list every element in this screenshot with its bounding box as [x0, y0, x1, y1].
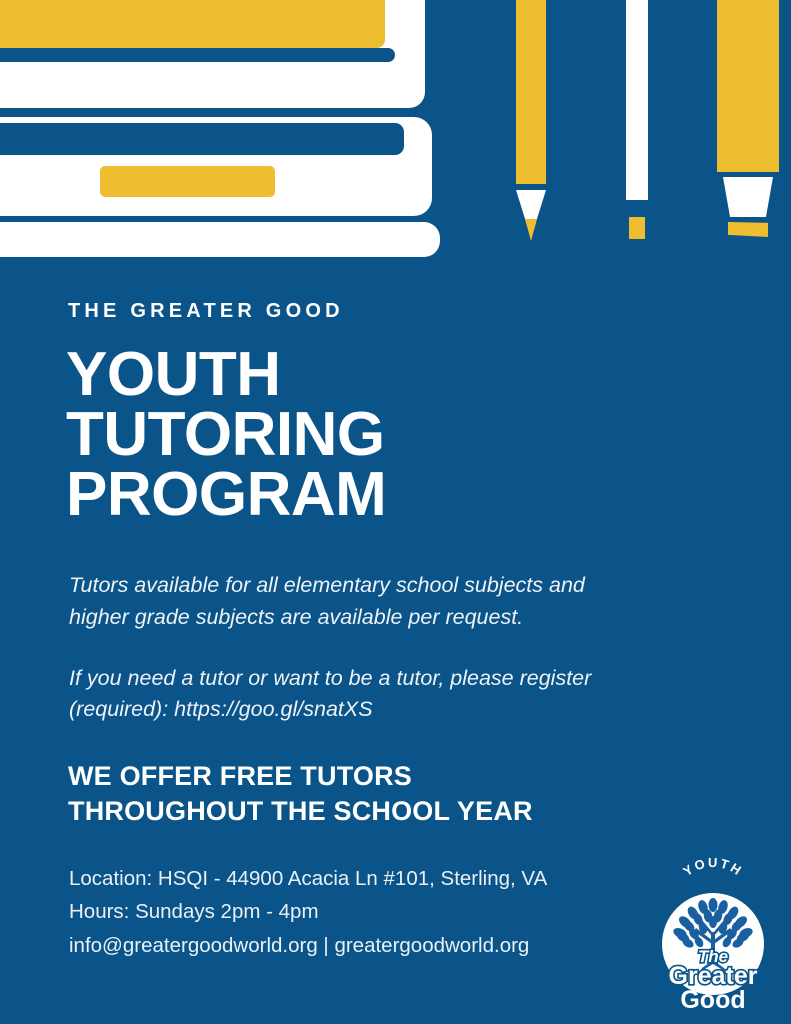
pencil-body — [516, 0, 546, 184]
book-stack-illustration — [0, 0, 440, 250]
logo-arc-text: YOUTH — [680, 856, 746, 880]
headline-line-3: PROGRAM — [66, 460, 387, 530]
headline-line-2: TUTORING — [66, 400, 385, 470]
pen-body — [626, 0, 648, 200]
logo-name-good: Good — [680, 986, 746, 1014]
headline-line-1: YOUTH — [66, 340, 281, 409]
offer-subheading — [68, 759, 791, 828]
registration-paragraph: If you need a tutor or want to be a tutor, please register (required): https://goo.gl/snatXS — [69, 665, 592, 721]
logo-name-the: The — [697, 947, 729, 966]
page-title — [66, 340, 791, 530]
svg-text:YOUTH — [680, 856, 745, 879]
book-middle-label — [100, 166, 275, 197]
organization-logo — [650, 856, 776, 1016]
pencil-lead — [525, 219, 537, 241]
pencil-yellow-icon — [516, 0, 546, 245]
marker-base — [728, 222, 768, 237]
logo-name-greater: Greater — [668, 962, 758, 990]
flyer-content — [0, 250, 791, 962]
organization-name: THE GREATER GOOD — [68, 300, 344, 322]
contact-hours: Hours: Sundays 2pm - 4pm — [69, 900, 319, 924]
pen-nib — [629, 217, 645, 239]
contact-location: Location: HSQI - 44900 Acacia Ln #101, Sterling, VA — [69, 867, 548, 891]
book-middle-band — [0, 123, 404, 155]
book-top-yellow-face — [0, 0, 385, 48]
marker-body — [717, 0, 779, 172]
subhead-line-2: THROUGHOUT THE SCHOOL YEAR — [68, 795, 533, 826]
description-paragraph: Tutors available for all elementary school subjects and higher grade subjects are available per request. — [69, 573, 585, 629]
subhead-line-1: WE OFFER FREE TUTORS — [68, 761, 413, 792]
marker-yellow-icon — [717, 0, 779, 245]
pen-white-icon — [626, 0, 648, 245]
contact-email-website: info@greatergoodworld.org | greatergoodworld.org — [69, 933, 530, 957]
book-top-gap — [0, 48, 395, 62]
marker-tip — [723, 177, 773, 217]
